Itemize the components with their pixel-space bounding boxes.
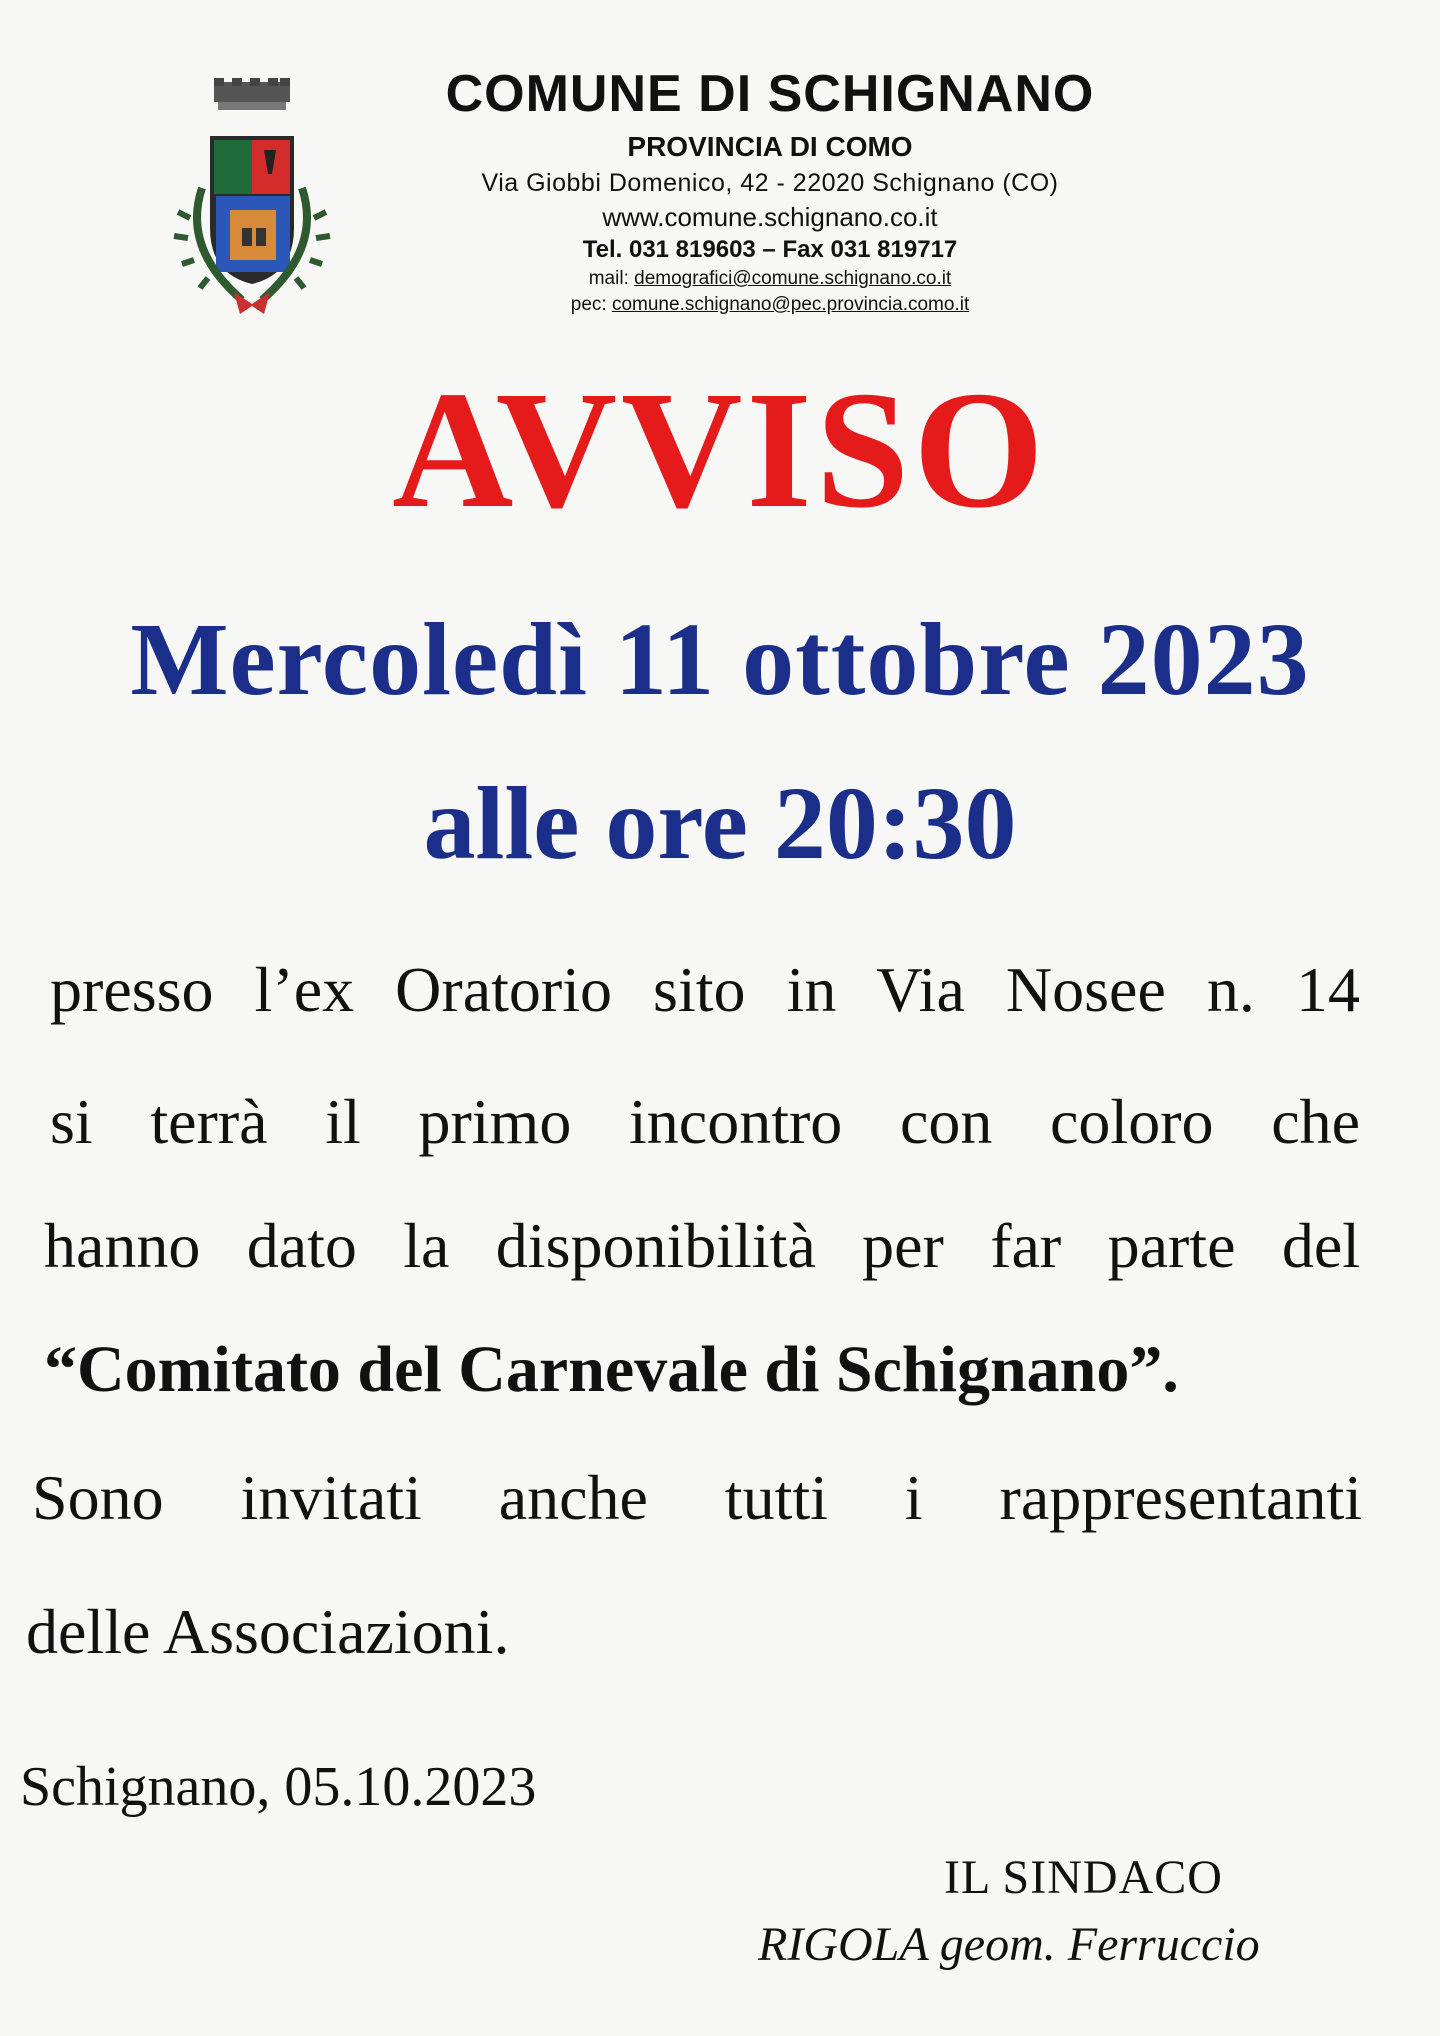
body-line-6: delle Associazioni. (26, 1596, 510, 1667)
phone-fax: Tel. 031 819603 – Fax 031 819717 (582, 236, 958, 263)
signatory-name: RIGOLA geom. Ferruccio (758, 1918, 1260, 1971)
pec-label: pec: (570, 294, 607, 315)
place-date: Schignano, 05.10.2023 (20, 1756, 537, 1818)
pec-link: comune.schignano@pec.provincia.como.it (611, 294, 970, 315)
pec-line (380, 292, 1160, 318)
event-time: alle ore 20:30 (423, 766, 1017, 881)
body-line-3: hanno dato la disponibilità per far parte del (44, 1210, 1360, 1281)
address: Via Giobbi Domenico, 42 - 22020 Schignano (CO) (481, 169, 1059, 197)
email-link: demografici@comune.schignano.co.it (634, 268, 952, 289)
body-line-2: si terrà il primo incontro con coloro che (50, 1086, 1360, 1157)
event-date: Mercoledì 11 ottobre 2023 (130, 602, 1310, 717)
body-line-1: presso l’ex Oratorio sito in Via Nosee n. 14 (50, 954, 1360, 1025)
email-line (380, 266, 1160, 292)
municipality-header (380, 62, 1160, 318)
signatory-role: IL SINDACO (944, 1851, 1223, 1904)
website: www.comune.schignano.co.it (602, 202, 938, 232)
municipality-name: COMUNE DI SCHIGNANO (445, 65, 1095, 123)
committee-name: “Comitato del Carnevale di Schignano”. (44, 1333, 1179, 1406)
notice-title: AVVISO (392, 357, 1048, 543)
email-label: mail: (588, 268, 629, 289)
province-name: PROVINCIA DI COMO (627, 131, 913, 162)
body-line-5: Sono invitati anche tutti i rappresentanti (32, 1462, 1362, 1533)
coat-of-arms-icon (172, 78, 332, 318)
